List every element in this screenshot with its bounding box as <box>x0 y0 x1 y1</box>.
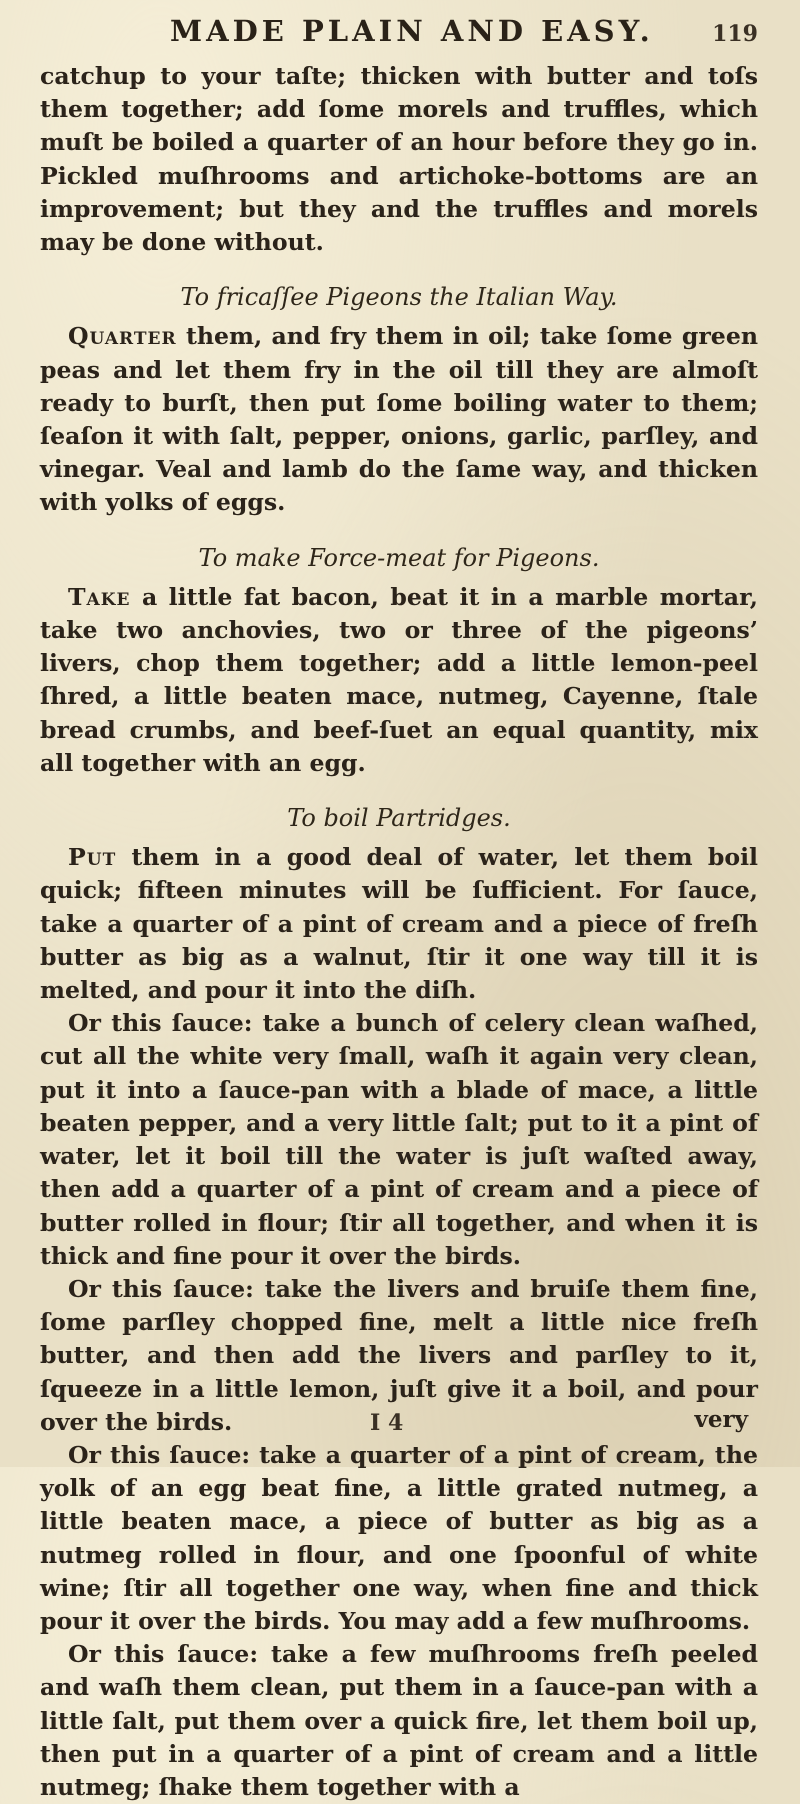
paragraph-text: Or this ſauce: take a quarter of a pint of cream, the yolk of an egg beat fine, a little grated nutmeg, a little beaten mace, a piece of butter as big as a nutmeg rolled in flour, and one ſpoonful of white wine; ſtir all together one way, when fine and thick pour it over the birds. You may add a few muſhrooms. <box>40 1440 758 1635</box>
section-heading: To fricaſſee Pigeons the Italian Way. <box>180 283 618 312</box>
paragraph-text: Or this ſauce: take a bunch of celery clean waſhed, cut all the white very ſmall, waſh it again very clean, put it into a ſauce-pan with a blade of mace, a little beaten pepper, and a very little ſalt; put to it a pint of water, let it boil till the water is juſt waſted away, then add a quarter of a pint of cream and a piece of butter rolled in flour; ſtir all together, and when it is thick and fine pour it over the birds. <box>40 1009 758 1270</box>
body-text <box>40 60 758 1804</box>
paragraph <box>40 1638 758 1804</box>
page-number: 119 <box>712 21 758 47</box>
catchword: very <box>694 1406 748 1433</box>
paragraph-text: Or this ſauce: take a few muſhrooms freſh peeled and waſh them clean, put them in a ſauce-pan with a little ſalt, put them over a quick fire, let them boil up, then put in a quarter of a pint of cream and a little nutmeg; ſhake them together with a <box>40 1640 758 1801</box>
paragraph <box>40 320 758 519</box>
paragraph-lead-word: Take <box>68 582 131 611</box>
paragraph <box>40 1439 758 1638</box>
paragraph-text: Or this ſauce: take the livers and bruiſe them fine, ſome parſley chopped fine, melt a little nice freſh butter, and then add the livers and parſley to it, ſqueeze in a little lemon, juſt give it a boil, and pour over the birds. <box>40 1274 758 1436</box>
paragraph-lead-word: Quarter <box>68 322 177 351</box>
paragraph <box>40 1007 758 1273</box>
paragraph-text: them in a good deal of water, let them boil quick; fifteen minutes will be ſufficient. For ſauce, take a quarter of a pint of cream and a piece of freſh butter as big as a walnut, ſtir it one way till it is melted, and pour it into the diſh. <box>40 843 758 1005</box>
section-heading: To make Force-meat for Pigeons. <box>198 543 600 572</box>
paragraph <box>40 841 758 1007</box>
paragraph <box>40 581 758 780</box>
running-title: MADE PLAIN AND EASY. <box>170 14 654 48</box>
paragraph-text: catchup to your taſte; thicken with butter and toſs them together; add ſome morels and truffles, which muſt be boiled a quarter of an hour before they go in. Pickled muſhrooms and artichoke-bottoms are an improvement; but they and the truffles and morels may be done without. <box>40 62 758 257</box>
paragraph-lead-word: Put <box>68 843 117 872</box>
signature-mark: I 4 <box>370 1410 404 1436</box>
section-heading: To boil Partridges. <box>287 804 511 833</box>
running-head <box>170 14 758 60</box>
continued-paragraph <box>40 60 758 259</box>
paragraph-text: a little fat bacon, beat it in a marble mortar, take two anchovies, two or three of the pigeons’ livers, chop them together; add a little lemon-peel ſhred, a little beaten mace, nutmeg, Cayenne, ſtale bread crumbs, and beef-ſuet an equal quantity, mix all together with an egg. <box>40 582 758 777</box>
paragraph-text: them, and fry them in oil; take ſome green peas and let them fry in the oil till they are almoſt ready to burſt, then put ſome boiling water to them; ſeaſon it with ſalt, pepper, onions, garlic, parſley, and vinegar. Veal and lamb do the ſame way, and thicken with yolks of eggs. <box>40 322 758 517</box>
